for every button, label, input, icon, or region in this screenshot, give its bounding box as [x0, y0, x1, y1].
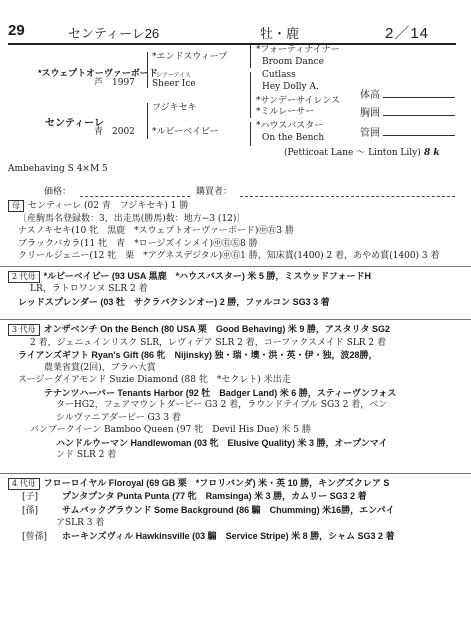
dam-tag: 母	[8, 200, 24, 212]
g3-great-1-cont: ンド SLR 2 着	[56, 450, 117, 460]
produce-summary: 〔産駒馬名登録数：3，出走馬(勝馬)数：地方−3 (12)〕	[18, 213, 246, 224]
dam-name: センティーレ	[45, 118, 104, 129]
sire-sub: 芦 1997	[94, 78, 135, 88]
sire-dam-kana: シアーアイス	[156, 72, 191, 79]
produce-3: クリールジェニー(12 牝 栗 *アグネスデジタル)㊥㊨1 勝，知床賞(1400) 2 着，あやめ賞(1400) 3 着	[18, 251, 440, 261]
lot-number: 29	[8, 22, 25, 39]
g2-tag: 2 代母	[8, 271, 40, 283]
g3-produce-1: ライアンズギフト Ryan's Gift (86 牝 Nijinsky) 独・瑞・墺・洪・英・伊・独，波28勝，	[18, 350, 378, 360]
dam-sub: 青 2002	[94, 127, 135, 137]
grandchild-tag: [孫]	[22, 505, 39, 516]
cannon-label: 管囲	[360, 128, 380, 139]
g3-tag: 3 代母	[8, 324, 40, 336]
g3-grand-1-cont2: シルヴァニアダービー G3 3 着	[56, 412, 181, 423]
family-number: 8 k	[424, 148, 440, 158]
dam-sire: フジキセキ	[152, 103, 197, 113]
g2-dam: *ルビーベイビー (93 USA 黒鹿 *ハウスバスター) 米 5 勝，ミスウッドフォードH	[43, 270, 371, 281]
g4-grandchild: サムバックグラウンド Some Background (86 騸 Chumming) 米16勝，エンパイ	[62, 504, 395, 515]
sds: Cutlass	[262, 70, 296, 80]
g3-great-1: ハンドルウーマン Handlewoman (03 牝 Elusive Quality) 米 3 勝，オープンマイ	[56, 437, 388, 448]
sire-name: *スウェプトオーヴァーボード	[38, 68, 158, 78]
child-tag: [子]	[22, 492, 39, 502]
girth-label: 胸囲	[360, 108, 380, 119]
g4-great-grandchild: ホーキンズヴィル Hawkinsville (03 騸 Service Stripe) 米 8 勝，シャム SG3 2 着	[62, 530, 395, 541]
dsd: *ミルレーサー	[256, 107, 315, 117]
produce-1: ナスノキセキ(10 牝 黒鹿 *スウェプトオーヴァーボード)㊥㊨3 勝	[18, 226, 294, 236]
g3-dam-cont: 2 着，ジェニュインリスク SLR，レヴィデア SLR 2 着，コーファクスメイド SLR 2 着	[30, 337, 387, 348]
dam-line: センティーレ (02 青 フジキセキ) 1 勝	[28, 201, 189, 211]
g4-dam: フローロイヤル Floroyal (69 GB 栗 *フロリバンダ) 米・英 10 勝，キングズクレア S	[43, 477, 390, 488]
great-grandchild-tag: [曾孫]	[22, 531, 48, 542]
inbreeding: Ambehaving S 4×M 5	[8, 164, 108, 174]
g2-produce: レッドスプレンダー (03 牡 サクラバクシンオー) 2 勝，ファルコン SG3 3 着	[18, 296, 330, 307]
price-label: 価格：	[44, 187, 72, 197]
page-number: 2／14	[385, 25, 430, 42]
sdd: Hey Dolly A.	[262, 82, 319, 92]
horse-name: センティーレ26	[68, 26, 160, 41]
header-rule	[8, 43, 456, 45]
sire-sire: *エンドスウィープ	[152, 52, 228, 62]
g2-dam-cont: LR，ラトロワンヌ SLR 2 着	[30, 284, 148, 294]
buyer-label: 購買者：	[196, 187, 233, 197]
sire-dam: Sheer Ice	[152, 79, 196, 89]
dds: *ハウスバスター	[256, 121, 324, 131]
g4-grandchild-cont: アSLR 3 着	[56, 518, 105, 528]
ddd: On the Bench	[262, 133, 325, 143]
g4-child: プンタプンタ Punta Punta (77 牝 Ramsinga) 米 3 勝，カムリー SG3 2 着	[62, 491, 367, 501]
produce-2: ブラックバカラ(11 牝 青 *ロージズインメイ)㊥㊨㊧8 勝	[18, 238, 258, 249]
g3-grand-2: バンブークイーン Bamboo Queen (97 牝 Devil His Due) 米 5 勝	[30, 425, 311, 435]
g3-produce-1-cont: 農業省賞(2回)，ブラハ大賞	[44, 362, 156, 373]
sss: *フォーティナイナー	[256, 45, 340, 55]
g3-grand-1-cont: ターHG2，フェアマウントダービー G3 2 着，ラウンドテイブル SG3 2 着，ベン	[56, 400, 388, 410]
g3-dam: オンザベンチ On the Bench (80 USA 栗 Good Behaving) 米 9 勝，アスタリタ SG2	[43, 324, 390, 334]
g3-grand-1: テナンツハーバー Tenants Harbor (92 牡 Badger Land) 米 6 勝，スティーヴンフォス	[44, 387, 397, 398]
height-label: 体高	[360, 90, 380, 101]
g4-tag: 4 代母	[8, 478, 40, 490]
g3-produce-2: スージーダイアモンド Suzie Diamond (88 牝 *セクレト) 米出走	[18, 375, 291, 385]
sex-color: 牡・鹿	[260, 26, 300, 41]
family-section	[0, 200, 471, 543]
dam-dam: *ルビーベイビー	[152, 127, 219, 137]
ssd: Broom Dance	[262, 57, 324, 67]
dss: *サンデーサイレンス	[256, 96, 340, 106]
tail-female-note: (Petticoat Lane ～ Linton Lily)	[284, 148, 421, 158]
